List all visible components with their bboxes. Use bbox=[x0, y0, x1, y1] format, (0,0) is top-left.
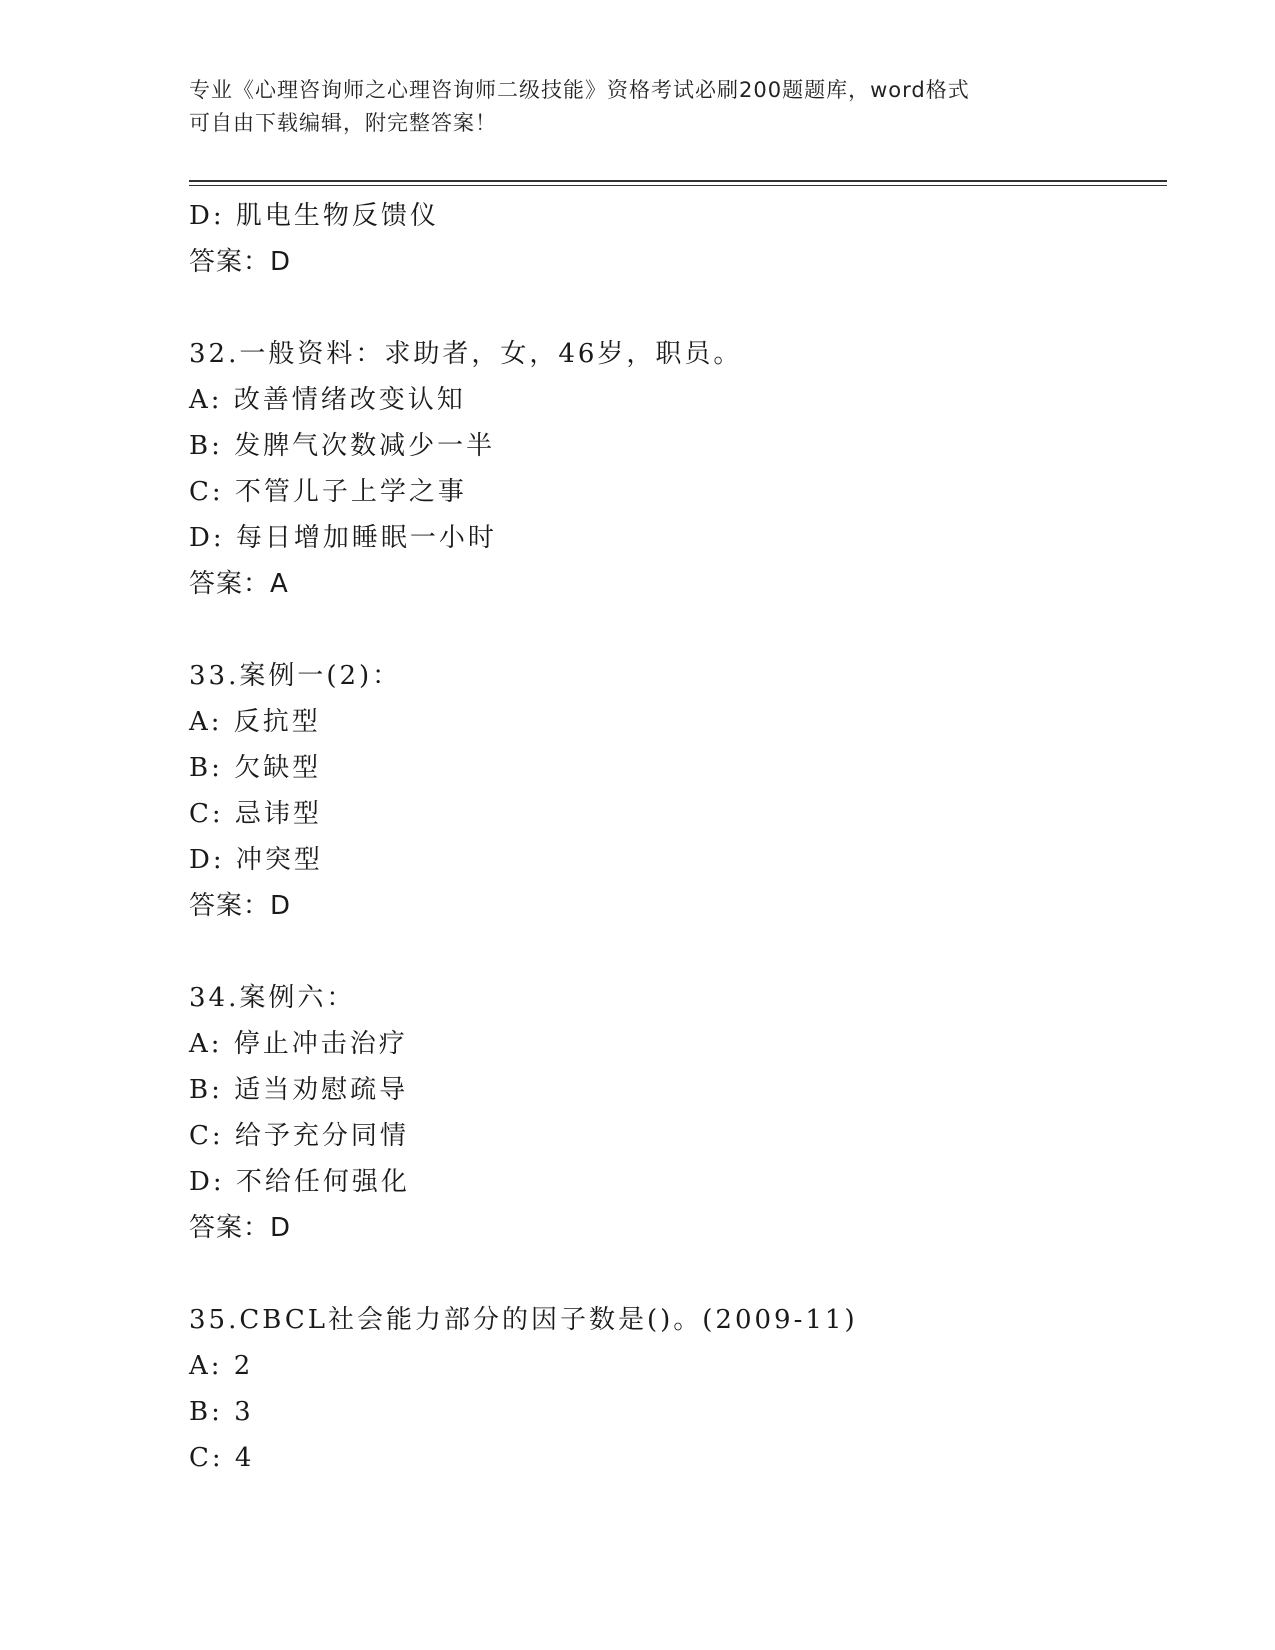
option-a: A: 2 bbox=[189, 1351, 254, 1381]
option-a: A: 停止冲击治疗 bbox=[189, 1029, 408, 1059]
question-stem: 32.一般资料：求助者，女，46岁，职员。 bbox=[189, 339, 743, 369]
option-b: B: 适当劝慰疏导 bbox=[189, 1075, 409, 1105]
question-stem: 34.案例六： bbox=[189, 983, 356, 1013]
option-d: D: 冲突型 bbox=[189, 845, 323, 875]
answer-line: 答案：A bbox=[189, 569, 289, 599]
option-c: C: 忌讳型 bbox=[189, 799, 322, 829]
header-rule-thick bbox=[189, 180, 1167, 182]
option-a: A: 反抗型 bbox=[189, 707, 321, 737]
header-line-2: 可自由下载编辑，附完整答案！ bbox=[189, 111, 497, 135]
answer-line: 答案：D bbox=[189, 1213, 292, 1243]
option-d: D: 肌电生物反馈仪 bbox=[189, 201, 439, 231]
question-stem: 35.CBCL社会能力部分的因子数是()。(2009-11) bbox=[189, 1305, 858, 1335]
option-d: D: 每日增加睡眠一小时 bbox=[189, 523, 497, 553]
option-b: B: 3 bbox=[189, 1397, 254, 1427]
option-c: C: 4 bbox=[189, 1443, 255, 1473]
answer-line: 答案：D bbox=[189, 891, 292, 921]
option-b: B: 发脾气次数减少一半 bbox=[189, 431, 496, 461]
option-a: A: 改善情绪改变认知 bbox=[189, 385, 466, 415]
option-d: D: 不给任何强化 bbox=[189, 1167, 410, 1197]
header-line-1: 专业《心理咨询师之心理咨询师二级技能》资格考试必刷200题题库，word格式 bbox=[189, 78, 970, 102]
header-rule-thin bbox=[189, 185, 1167, 186]
document-header bbox=[189, 74, 1089, 140]
question-stem: 33.案例一(2)： bbox=[189, 661, 402, 691]
question-list bbox=[189, 193, 1169, 1481]
option-c: C: 不管儿子上学之事 bbox=[189, 477, 467, 507]
option-b: B: 欠缺型 bbox=[189, 753, 322, 783]
option-c: C: 给予充分同情 bbox=[189, 1121, 409, 1151]
answer-line: 答案：D bbox=[189, 247, 292, 277]
